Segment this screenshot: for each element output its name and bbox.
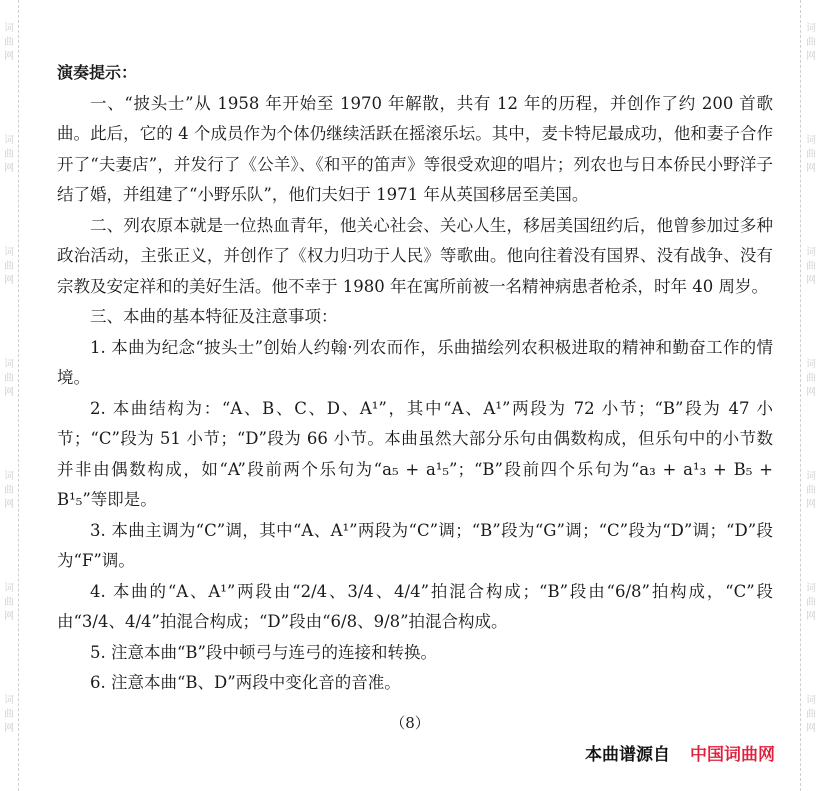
watermark-char: 曲: [806, 709, 816, 720]
watermark-char: 网: [4, 51, 14, 62]
watermark-char: 曲: [806, 373, 816, 384]
watermark-char: 词: [4, 359, 14, 370]
list-item-6: 6. 注意本曲“B、D”两段中变化音的音准。: [90, 673, 401, 692]
paragraph-3: 三、本曲的基本特征及注意事项：: [90, 307, 338, 326]
list-item-3: 3. 本曲主调为“C”调，其中“A、A¹”两段为“C”调；“B”段为“G”调；“C”段为“D”调；“D”段为“F”调。: [57, 520, 773, 570]
watermark-char: 曲: [4, 373, 14, 384]
list-item-5: 5. 注意本曲“B”段中顿弓与连弓的连接和转换。: [90, 642, 437, 662]
paragraph-2: 二、列农原本就是一位热血青年，他关心社会、关心人生，移居美国纽约后，他曾参加过多种政治活动，主张正义，并创作了《权力归功于人民》等歌曲。他向往着没有国界、没有战争、没有宗教及安定祥和的美好生活。他不幸于 1980 年在寓所前被一名精神病患者枪杀，时年 40 周岁。: [57, 215, 773, 296]
watermark-char: 词: [806, 695, 816, 706]
watermark-group: [2, 582, 16, 624]
watermark-char: 词: [4, 695, 14, 706]
paragraph-1: 一、“披头士”从 1958 年开始至 1970 年解散，共有 12 年的历程，并创作了约 200 首歌曲。此后，它的 4 个成员作为个体仍继续活跃在摇滚乐坛。其中，麦卡特尼最成功，他和妻子合作开了“夫妻店”，并发行了《公羊》、《和平的笛声》等很受欢迎的唱片；列农也与日本侨民小野洋子结了婚，并组建了“小野乐队”，他们夫妇于 1971 年从英国移居至美国。: [57, 93, 773, 204]
watermark-char: 词: [806, 471, 816, 482]
watermark-char: 曲: [806, 261, 816, 272]
watermark-char: 词: [806, 23, 816, 34]
watermark-group: [2, 246, 16, 288]
watermark-char: 曲: [4, 709, 14, 720]
watermark-char: 曲: [806, 485, 816, 496]
watermark-group: [804, 358, 818, 400]
watermark-char: 词: [4, 135, 14, 146]
watermark-group: [804, 470, 818, 512]
watermark-char: 词: [4, 583, 14, 594]
watermark-char: 网: [4, 387, 14, 398]
watermark-group: [2, 134, 16, 176]
watermark-group: [804, 246, 818, 288]
watermark-char: 词: [806, 247, 816, 258]
document-body: [57, 58, 773, 699]
section-heading: 演奏提示：: [57, 63, 138, 82]
watermark-char: 曲: [806, 149, 816, 160]
watermark-char: 曲: [806, 37, 816, 48]
credit-site-link[interactable]: 中国词曲网: [690, 745, 775, 765]
watermark-char: 曲: [4, 485, 14, 496]
watermark-char: 网: [4, 723, 14, 734]
watermark-char: 网: [806, 51, 816, 62]
right-border-line: [800, 0, 801, 791]
watermark-char: 词: [806, 583, 816, 594]
watermark-char: 网: [806, 275, 816, 286]
list-item-1: 1. 本曲为纪念“披头士”创始人约翰·列农而作，乐曲描绘列农积极进取的精神和勤奋工作的情境。: [57, 337, 773, 387]
watermark-char: 曲: [4, 597, 14, 608]
watermark-char: 网: [4, 163, 14, 174]
list-item-2: 2. 本曲结构为：“A、B、C、D、A¹”，其中“A、A¹”两段为 72 小节；“B”段为 47 小节；“C”段为 51 小节；“D”段为 66 小节。本曲虽然大部分乐句由偶数构成，但乐句中的小节数并非由偶数构成，如“A”段前两个乐句为“a₅ + a¹₅”；“B”段前四个乐句为“a₃ + a¹₃ + B₅ + B¹₅”等即是。: [57, 398, 773, 509]
watermark-char: 网: [806, 387, 816, 398]
watermark-char: 网: [4, 611, 14, 622]
watermark-char: 网: [806, 163, 816, 174]
watermark-group: [2, 22, 16, 64]
watermark-char: 网: [4, 275, 14, 286]
watermark-char: 曲: [4, 261, 14, 272]
watermark-group: [2, 470, 16, 512]
watermark-char: 词: [4, 23, 14, 34]
watermark-char: 词: [4, 247, 14, 258]
list-item-4: 4. 本曲的“A、A¹”两段由“2/4、3/4、4/4”拍混合构成；“B”段由“6/8”拍构成，“C”段由“3/4、4/4”拍混合构成；“D”段由“6/8、9/8”拍混合构成。: [57, 581, 773, 631]
watermark-char: 词: [4, 471, 14, 482]
watermark-char: 曲: [4, 149, 14, 160]
credit-prefix: 本曲谱源自: [585, 745, 670, 765]
watermark-group: [804, 582, 818, 624]
watermark-char: 网: [806, 611, 816, 622]
page-number: （8）: [390, 714, 430, 732]
watermark-char: 网: [4, 499, 14, 510]
watermark-char: 词: [806, 359, 816, 370]
watermark-group: [2, 358, 16, 400]
watermark-char: 网: [806, 723, 816, 734]
watermark-char: 词: [806, 135, 816, 146]
source-credit: [585, 740, 775, 765]
watermark-group: [804, 22, 818, 64]
watermark-char: 网: [806, 499, 816, 510]
watermark-char: 曲: [4, 37, 14, 48]
watermark-char: 曲: [806, 597, 816, 608]
left-border-line: [18, 0, 19, 791]
watermark-group: [804, 134, 818, 176]
